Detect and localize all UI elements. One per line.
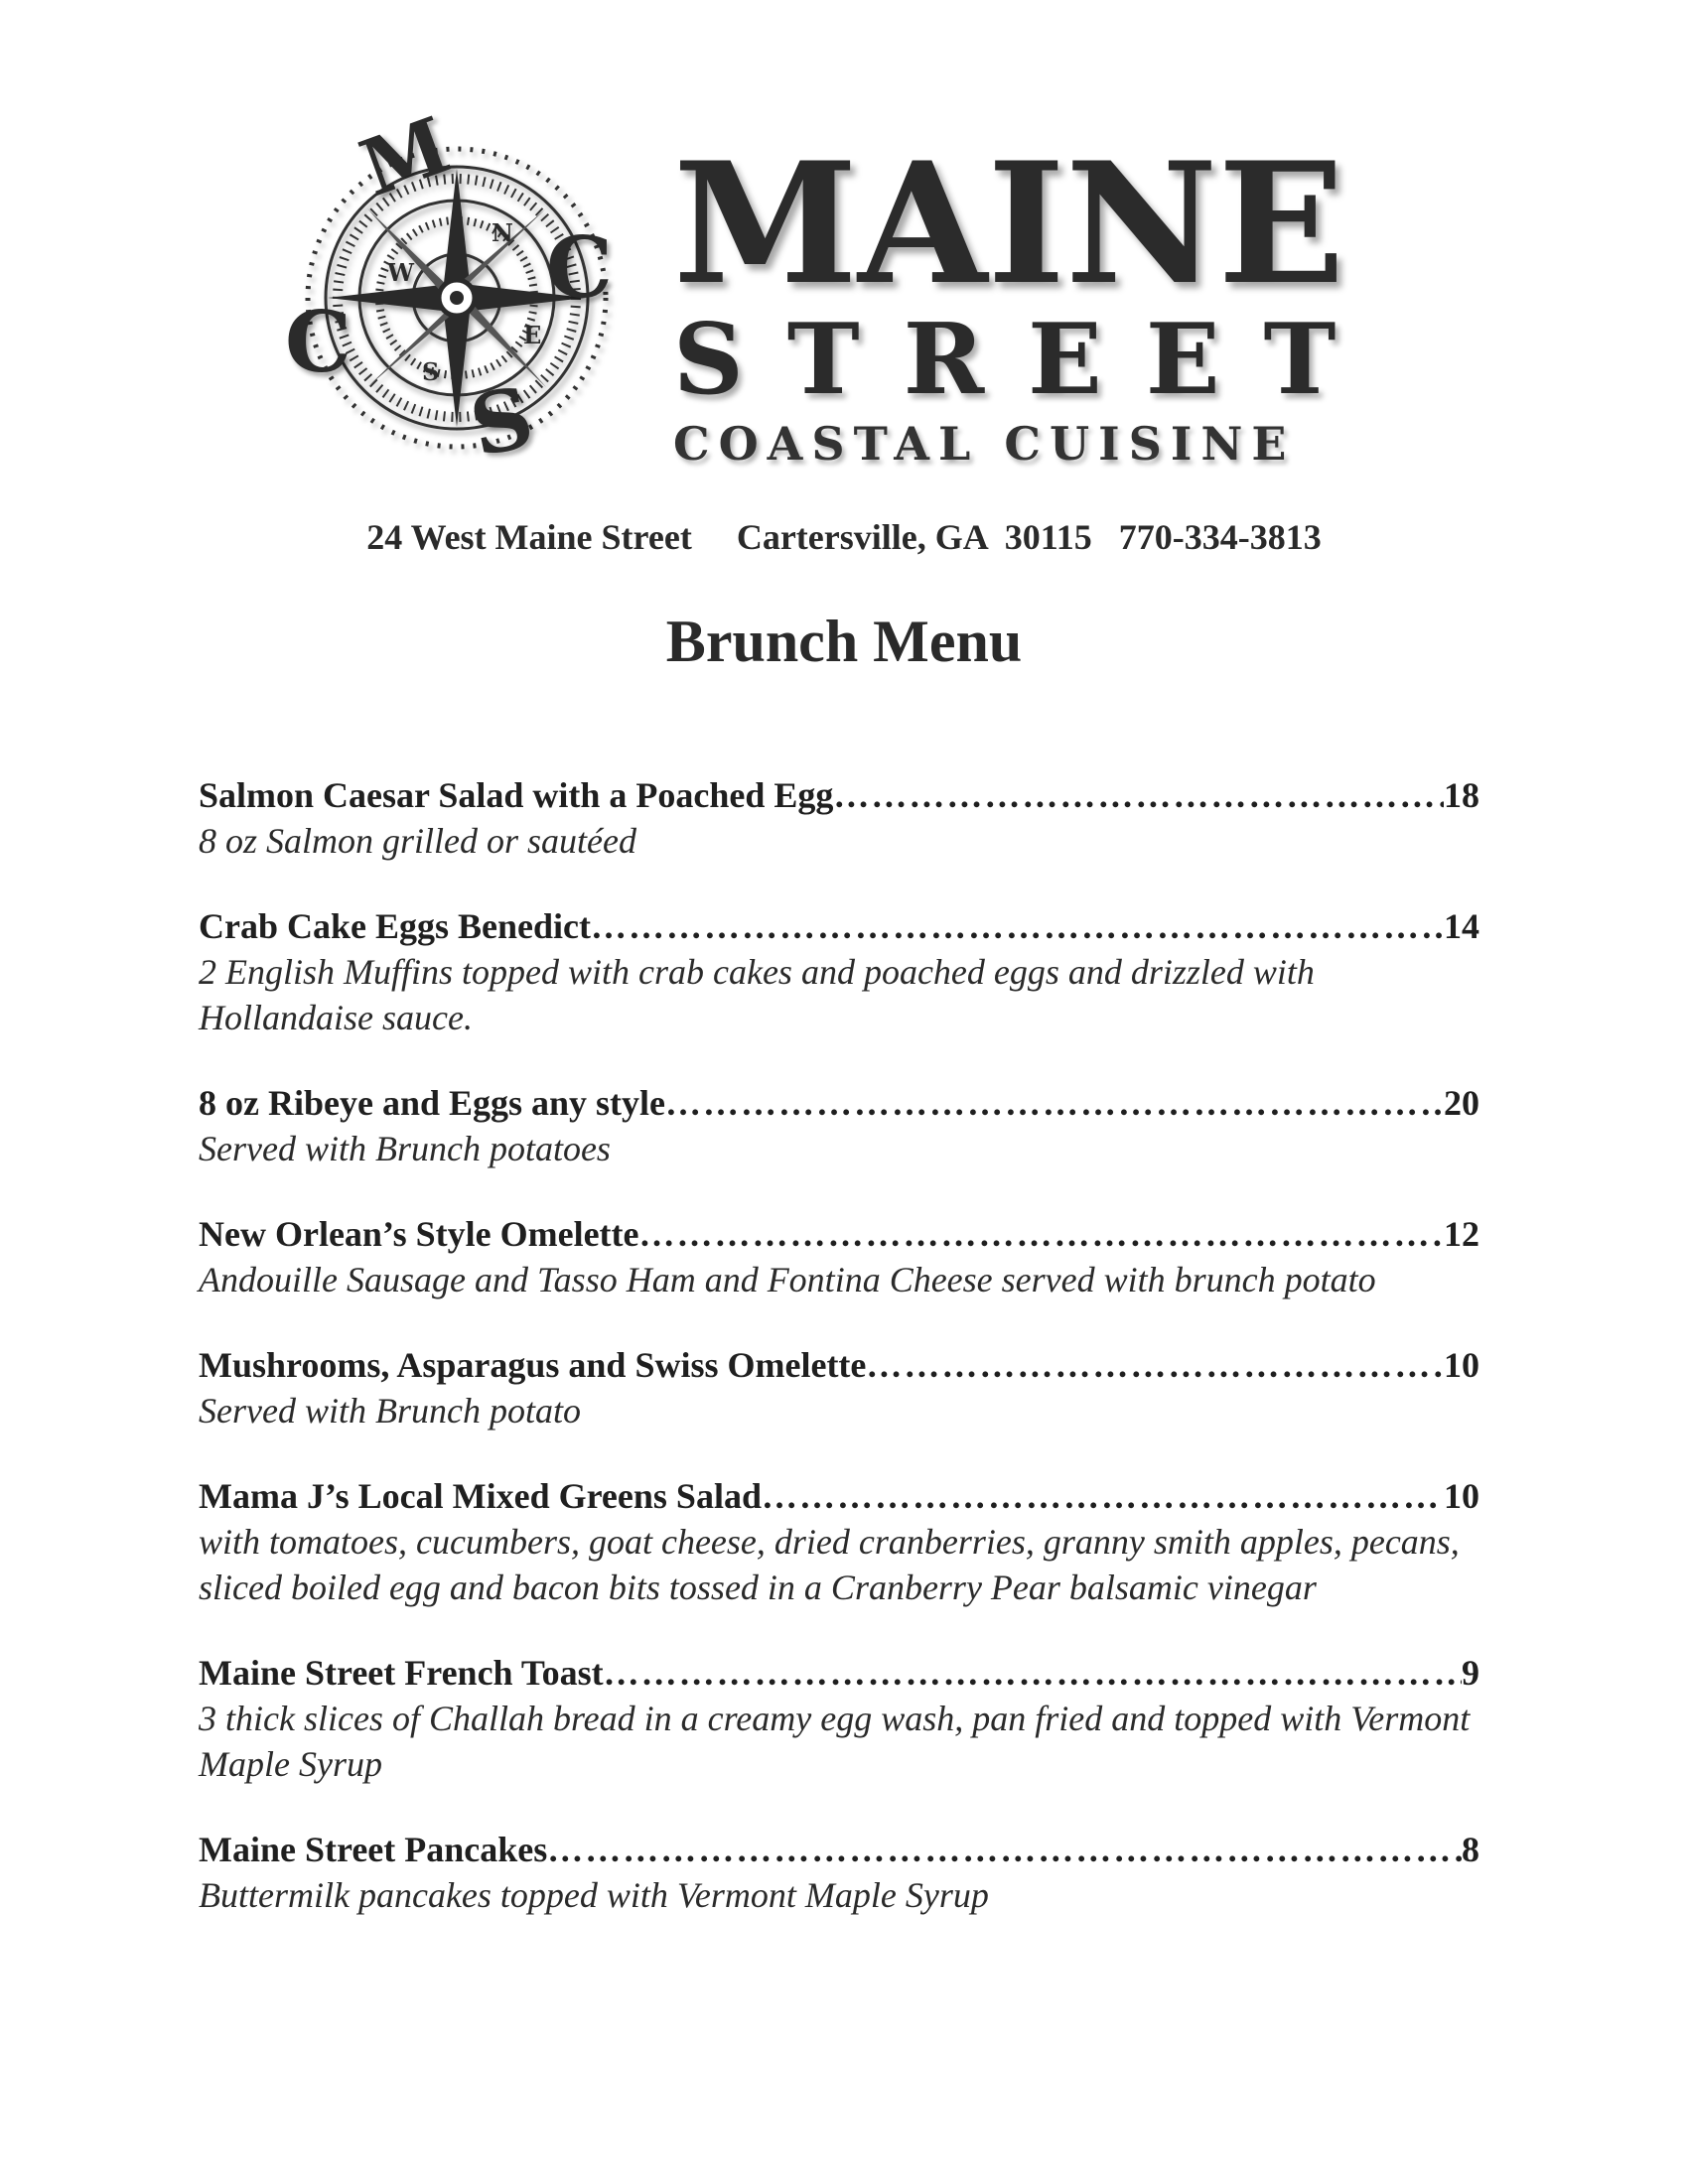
menu-item-heading <box>199 1342 1479 1388</box>
emblem-letter-bottom: S <box>462 366 542 477</box>
page-title: Brunch Menu <box>665 609 1023 674</box>
menu-item <box>199 903 1479 1040</box>
menu-item-price: 14 <box>1444 906 1479 946</box>
menu-item-price: 10 <box>1444 1345 1479 1385</box>
wordmark-street: STREET <box>673 303 1380 417</box>
wordmark <box>673 125 1380 471</box>
menu-item <box>199 1827 1479 1918</box>
dot-leader <box>762 1473 1444 1519</box>
emblem-letters <box>285 99 635 477</box>
compass-e: E <box>523 321 542 349</box>
menu-item-heading <box>199 1080 1479 1126</box>
menu-item-heading <box>199 1650 1479 1696</box>
menu-item-name: Mama J’s Local Mixed Greens Salad <box>199 1476 762 1516</box>
menu-item-heading <box>199 772 1479 818</box>
menu-item-heading <box>199 1211 1479 1257</box>
menu-item-price: 8 <box>1462 1830 1479 1869</box>
menu-item-description: Buttermilk pancakes topped with Vermont Maple Syrup <box>199 1875 989 1915</box>
menu-item <box>199 1080 1479 1171</box>
menu-item-description: 3 thick slices of Challah bread in a creamy egg wash, pan fried and topped with Vermont Maple Syrup <box>199 1699 1471 1784</box>
address-line <box>0 516 1688 558</box>
dot-leader <box>665 1080 1444 1126</box>
menu-item-price: 12 <box>1444 1214 1479 1254</box>
menu-item <box>199 1342 1479 1433</box>
menu-item-heading <box>199 1473 1479 1519</box>
dot-leader <box>833 772 1444 818</box>
wordmark-tagline: COASTAL CUISINE <box>673 417 1296 471</box>
menu-item-name: New Orlean’s Style Omelette <box>199 1214 639 1254</box>
menu-item-heading <box>199 903 1479 949</box>
menu-item-name: Crab Cake Eggs Benedict <box>199 906 591 946</box>
menu-list <box>199 772 1479 1958</box>
menu-item <box>199 772 1479 864</box>
menu-item-name: Salmon Caesar Salad with a Poached Egg <box>199 775 834 815</box>
menu-item-description: with tomatoes, cucumbers, goat cheese, dried cranberries, granny smith apples, pecans, sliced boiled egg and bacon bits tossed in a Cranberry Pear balsamic vinegar <box>199 1522 1460 1607</box>
compass-w: W <box>387 258 414 287</box>
menu-item-description: Served with Brunch potatoes <box>199 1129 611 1168</box>
menu-item <box>199 1473 1479 1610</box>
menu-item-description: Served with Brunch potato <box>199 1391 581 1431</box>
address-street: 24 West Maine Street <box>366 517 692 557</box>
dot-leader <box>639 1211 1444 1257</box>
compass-n: N <box>492 218 513 247</box>
dot-leader <box>604 1650 1462 1696</box>
menu-item-price: 20 <box>1444 1083 1479 1123</box>
menu-item-price: 18 <box>1444 775 1479 815</box>
menu-item-price: 10 <box>1444 1476 1479 1516</box>
emblem-letter-right: C <box>546 218 613 317</box>
menu-item-name: Maine Street French Toast <box>199 1653 604 1693</box>
emblem-letter-left: C <box>285 293 352 391</box>
menu-item-price: 9 <box>1462 1653 1479 1693</box>
dot-leader <box>547 1827 1462 1872</box>
menu-item-heading <box>199 1827 1479 1872</box>
menu-item-name: Maine Street Pancakes <box>199 1830 548 1869</box>
menu-item-description: 8 oz Salmon grilled or sautéed <box>199 821 636 861</box>
wordmark-maine: MAINE <box>673 125 1345 322</box>
address-phone: 770-334-3813 <box>1118 517 1322 557</box>
menu-item-name: Mushrooms, Asparagus and Swiss Omelette <box>199 1345 867 1385</box>
menu-item-name: 8 oz Ribeye and Eggs any style <box>199 1083 666 1123</box>
dot-leader <box>866 1342 1444 1388</box>
address-city: Cartersville, GA 30115 <box>736 517 1092 557</box>
menu-item-description: Andouille Sausage and Tasso Ham and Fontina Cheese served with brunch potato <box>199 1260 1376 1299</box>
menu-item <box>199 1211 1479 1302</box>
menu-item-description: 2 English Muffins topped with crab cakes and poached eggs and drizzled with Hollandaise sauce. <box>199 952 1315 1037</box>
compass-s: S <box>422 357 440 386</box>
menu-item <box>199 1650 1479 1787</box>
emblem-letter-top: M <box>350 99 462 215</box>
dot-leader <box>591 903 1444 949</box>
